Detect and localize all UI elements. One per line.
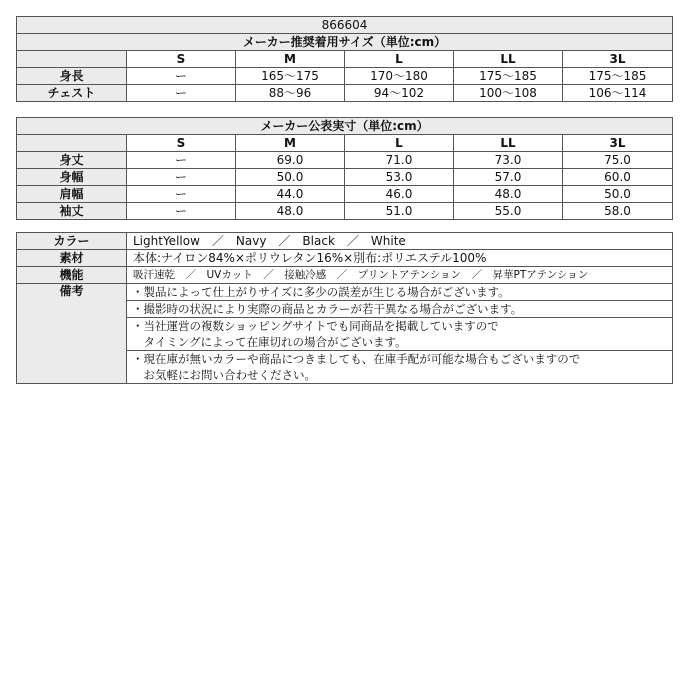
cell-value: 165〜175	[236, 68, 345, 85]
row-label: 袖丈	[17, 203, 127, 220]
cell-value: 175〜185	[563, 68, 673, 85]
size-header-row	[17, 135, 673, 152]
cell-value: ー	[127, 85, 236, 102]
cell-value: 55.0	[454, 203, 563, 220]
cell-value: 51.0	[345, 203, 454, 220]
material-label: 素材	[17, 250, 127, 267]
cell-value: 94〜102	[345, 85, 454, 102]
material-row	[17, 250, 673, 267]
cell-value: 73.0	[454, 152, 563, 169]
cell-value: 57.0	[454, 169, 563, 186]
corner-cell	[17, 51, 127, 68]
cell-value: 50.0	[236, 169, 345, 186]
color-row	[17, 233, 673, 250]
corner-cell	[17, 135, 127, 152]
table-row	[17, 169, 673, 186]
cell-value: 48.0	[236, 203, 345, 220]
size-header-row	[17, 51, 673, 68]
size-header: S	[127, 51, 236, 68]
note-line: ・現在庫が無いカラーや商品につきましても、在庫手配が可能な場合もございますので	[132, 352, 581, 366]
size-header: 3L	[563, 135, 673, 152]
recommended-table-title: メーカー推奨着用サイズ（単位:cm）	[17, 34, 673, 51]
cell-value: 106〜114	[563, 85, 673, 102]
size-header: S	[127, 135, 236, 152]
row-label: 肩幅	[17, 186, 127, 203]
color-value: LightYellow ／ Navy ／ Black ／ White	[127, 233, 673, 250]
cell-value: 60.0	[563, 169, 673, 186]
cell-value: ー	[127, 152, 236, 169]
actual-measurement-table	[16, 117, 673, 220]
row-label: 身幅	[17, 169, 127, 186]
cell-value: 44.0	[236, 186, 345, 203]
cell-value: ー	[127, 186, 236, 203]
function-row	[17, 267, 673, 284]
size-header: LL	[454, 135, 563, 152]
row-label: チェスト	[17, 85, 127, 102]
note-line: ・製品によって仕上がりサイズに多少の誤差が生じる場合がございます。	[127, 284, 672, 301]
size-header: 3L	[563, 51, 673, 68]
size-header: LL	[454, 51, 563, 68]
row-label: 身丈	[17, 152, 127, 169]
cell-value: 71.0	[345, 152, 454, 169]
note-line: お気軽にお問い合わせください。	[132, 368, 316, 382]
cell-value: 50.0	[563, 186, 673, 203]
cell-value: 46.0	[345, 186, 454, 203]
color-label: カラー	[17, 233, 127, 250]
size-header: M	[236, 135, 345, 152]
notes-label: 備考	[17, 284, 127, 384]
size-header: M	[236, 51, 345, 68]
function-value: 吸汗速乾 ／ UVカット ／ 接触冷感 ／ プリントアテンション ／ 昇華PTアテンション	[127, 267, 673, 284]
cell-value: ー	[127, 203, 236, 220]
cell-value: ー	[127, 68, 236, 85]
product-code: 866604	[17, 17, 673, 34]
row-label: 身長	[17, 68, 127, 85]
note-line: タイミングによって在庫切れの場合がございます。	[127, 334, 672, 351]
note-line: ・撮影時の状況により実際の商品とカラーが若干異なる場合がございます。	[127, 301, 672, 318]
table-row	[17, 68, 673, 85]
cell-value: 100〜108	[454, 85, 563, 102]
recommended-size-table	[16, 16, 673, 102]
cell-value: 88〜96	[236, 85, 345, 102]
size-header: L	[345, 135, 454, 152]
notes-row	[17, 284, 673, 384]
table-row	[17, 85, 673, 102]
size-header: L	[345, 51, 454, 68]
cell-value: ー	[127, 169, 236, 186]
table-row	[17, 186, 673, 203]
cell-value: 48.0	[454, 186, 563, 203]
function-label: 機能	[17, 267, 127, 284]
cell-value: 69.0	[236, 152, 345, 169]
note-line: ・当社運営の複数ショッピングサイトでも同商品を掲載していますので	[132, 319, 499, 333]
actual-table-title: メーカー公表実寸（単位:cm）	[17, 118, 673, 135]
table-row	[17, 152, 673, 169]
notes-value	[127, 284, 673, 384]
material-value: 本体:ナイロン84%×ポリウレタン16%×別布:ポリエステル100%	[127, 250, 673, 267]
cell-value: 175〜185	[454, 68, 563, 85]
cell-value: 53.0	[345, 169, 454, 186]
product-info-table	[16, 232, 673, 384]
cell-value: 170〜180	[345, 68, 454, 85]
cell-value: 75.0	[563, 152, 673, 169]
cell-value: 58.0	[563, 203, 673, 220]
table-row	[17, 203, 673, 220]
